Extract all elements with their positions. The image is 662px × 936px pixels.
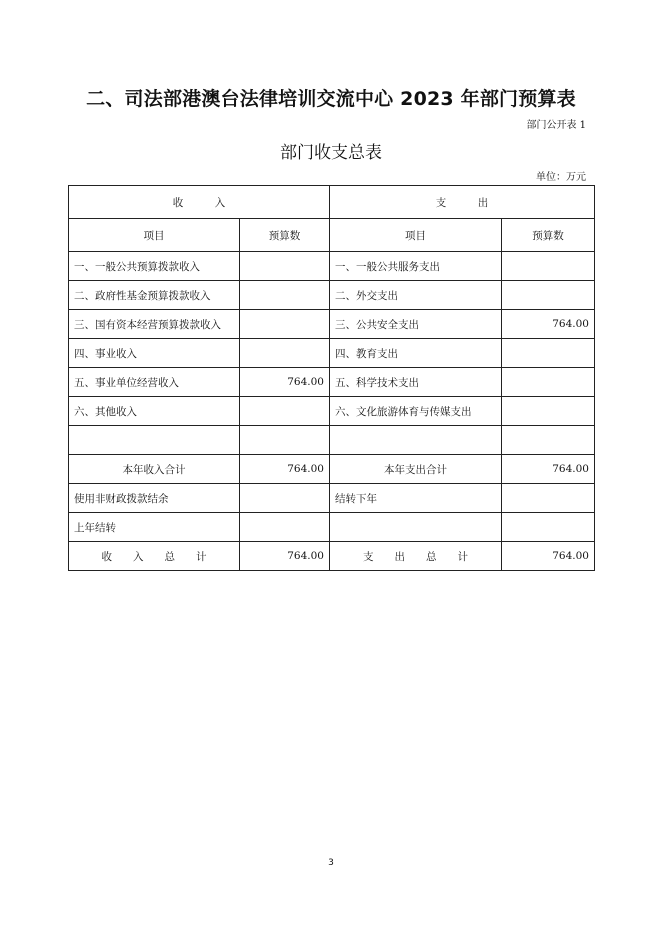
income-amount [240,513,330,542]
unit-label: 单位：万元 [536,172,586,183]
page-number: 3 [328,858,334,868]
income-total-amount: 764.00 [240,542,330,571]
table-row [69,484,595,513]
income-total-label: 收 入 总 计 [69,542,240,571]
income-item: 五、事业单位经营收入 [69,368,240,397]
expense-item: 六、文化旅游体育与传媒支出 [330,397,502,426]
expense-header: 支 出 [330,186,595,219]
expense-subtotal-label: 本年支出合计 [330,455,502,484]
income-amount [240,252,330,281]
income-item: 二、政府性基金预算拨款收入 [69,281,240,310]
table-row [69,397,595,426]
income-item [69,426,240,455]
expense-item: 五、科学技术支出 [330,368,502,397]
income-item-header: 项目 [69,219,240,252]
expense-amount [502,513,595,542]
expense-item [330,426,502,455]
table-row [69,252,595,281]
expense-item: 一、一般公共服务支出 [330,252,502,281]
table-header-row [69,186,595,219]
income-item: 上年结转 [69,513,240,542]
table-row [69,368,595,397]
expense-item: 二、外交支出 [330,281,502,310]
expense-amount [502,339,595,368]
expense-item: 三、公共安全支出 [330,310,502,339]
form-number: 部门公开表 1 [526,120,586,131]
subtotal-row [69,455,595,484]
table-row [69,310,595,339]
income-amount [240,339,330,368]
income-item: 六、其他收入 [69,397,240,426]
income-amount: 764.00 [240,368,330,397]
income-item: 四、事业收入 [69,339,240,368]
total-row [69,542,595,571]
income-amount-header: 预算数 [240,219,330,252]
income-amount [240,426,330,455]
expense-item: 四、教育支出 [330,339,502,368]
income-amount [240,281,330,310]
column-header-row [69,219,595,252]
table-row [69,281,595,310]
expense-item: 结转下年 [330,484,502,513]
budget-table [68,185,595,571]
income-amount [240,484,330,513]
expense-amount-header: 预算数 [502,219,595,252]
table-title: 部门收支总表 [280,143,382,163]
expense-amount [502,484,595,513]
expense-total-amount: 764.00 [502,542,595,571]
expense-amount [502,426,595,455]
income-item: 一、一般公共预算拨款收入 [69,252,240,281]
table-row [69,426,595,455]
expense-amount [502,397,595,426]
income-subtotal-label: 本年收入合计 [69,455,240,484]
document-title: 二、司法部港澳台法律培训交流中心 2023 年部门预算表 [86,88,576,110]
income-item: 三、国有资本经营预算拨款收入 [69,310,240,339]
expense-item-header: 项目 [330,219,502,252]
expense-total-label: 支 出 总 计 [330,542,502,571]
income-amount [240,310,330,339]
expense-amount [502,252,595,281]
expense-amount [502,281,595,310]
table-row [69,513,595,542]
expense-amount [502,368,595,397]
expense-item [330,513,502,542]
income-subtotal-amount: 764.00 [240,455,330,484]
income-header: 收 入 [69,186,330,219]
table-row [69,339,595,368]
expense-amount: 764.00 [502,310,595,339]
expense-subtotal-amount: 764.00 [502,455,595,484]
income-amount [240,397,330,426]
income-item: 使用非财政拨款结余 [69,484,240,513]
